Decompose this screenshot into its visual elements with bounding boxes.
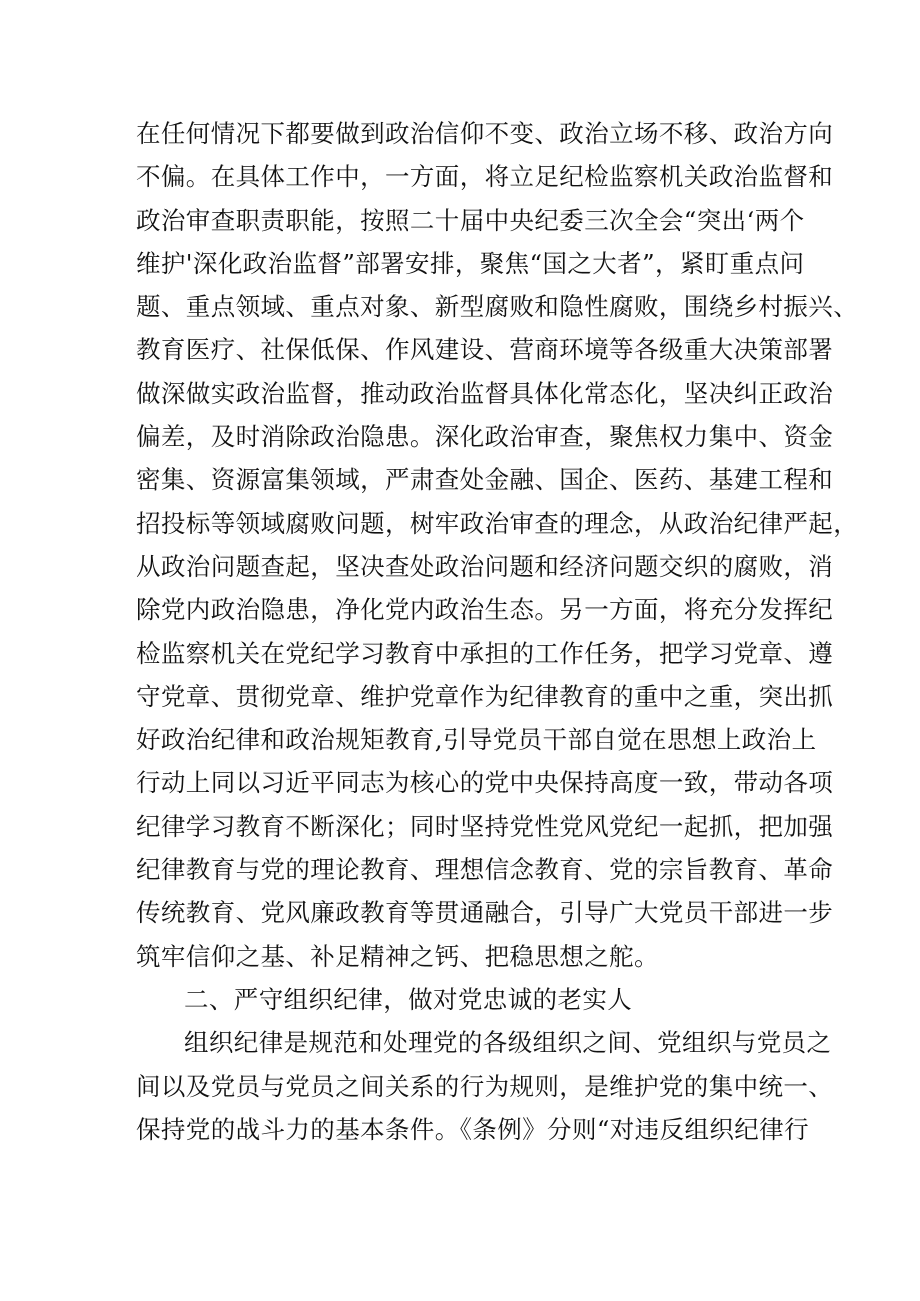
paragraph-line: 行动上同以习近平同志为核心的党中央保持高度一致，带动各项 [136,768,834,798]
paragraph-line: 招投标等领域腐败问题，树牢政治审查的理念，从政治纪律严起， [136,508,859,538]
paragraph-line: 守党章、贯彻党章、维护党章作为纪律教育的重中之重，突出抓 [136,681,834,711]
paragraph-line: 好政治纪律和政治规矩教育,引导党员干部自觉在思想上政治上 [136,725,817,755]
paragraph-line: 纪律教育与党的理论教育、理想信念教育、党的宗旨教育、革命 [136,855,834,885]
paragraph-line: 间以及党员与党员之间关系的行为规则，是维护党的集中统一、 [136,1071,834,1101]
paragraph-line: 维护'深化政治监督”部署安排，聚焦“国之大者”，紧盯重点问 [136,248,805,278]
section-heading: 二、严守组织纪律，做对党忠诚的老实人 [184,984,633,1014]
paragraph-line: 保持党的战斗力的基本条件。《条例》分则“对违反组织纪律行 [136,1114,809,1144]
paragraph-line: 偏差，及时消除政治隐患。深化政治审查，聚焦权力集中、资金 [136,422,834,452]
paragraph-line: 传统教育、党风廉政教育等贯通融合，引导广大党员干部进一步 [136,898,834,928]
paragraph-line: 从政治问题查起，坚决查处政治问题和经济问题交织的腐败，消 [136,551,834,581]
paragraph-line: 政治审查职责职能，按照二十届中央纪委三次全会“突出‘两个 [136,205,805,235]
paragraph-line: 纪律学习教育不断深化；同时坚持党性党风党纪一起抓，把加强 [136,811,834,841]
paragraph-line: 在任何情况下都要做到政治信仰不变、政治立场不移、政治方向 [136,119,834,148]
paragraph-line: 做深做实政治监督，推动政治监督具体化常态化，坚决纠正政治 [136,378,834,408]
paragraph-line: 教育医疗、社保低保、作风建设、营商环境等各级重大决策部署 [136,335,834,365]
paragraph-line: 题、重点领域、重点对象、新型腐败和隐性腐败，围绕乡村振兴、 [136,292,859,322]
paragraph-line: 除党内政治隐患，净化党内政治生态。另一方面，将充分发挥纪 [136,595,834,625]
paragraph-line: 筑牢信仰之基、补足精神之钙、把稳思想之舵。 [136,941,659,971]
document-body [136,112,859,1151]
paragraph-line: 不偏。在具体工作中，一方面，将立足纪检监察机关政治监督和 [136,162,834,192]
paragraph-line: 检监察机关在党纪学习教育中承担的工作任务，把学习党章、遵 [136,638,834,668]
paragraph-line: 密集、资源富集领域，严肃查处金融、国企、医药、基建工程和 [136,465,834,495]
paragraph-line: 组织纪律是规范和处理党的各级组织之间、党组织与党员之 [184,1028,832,1058]
